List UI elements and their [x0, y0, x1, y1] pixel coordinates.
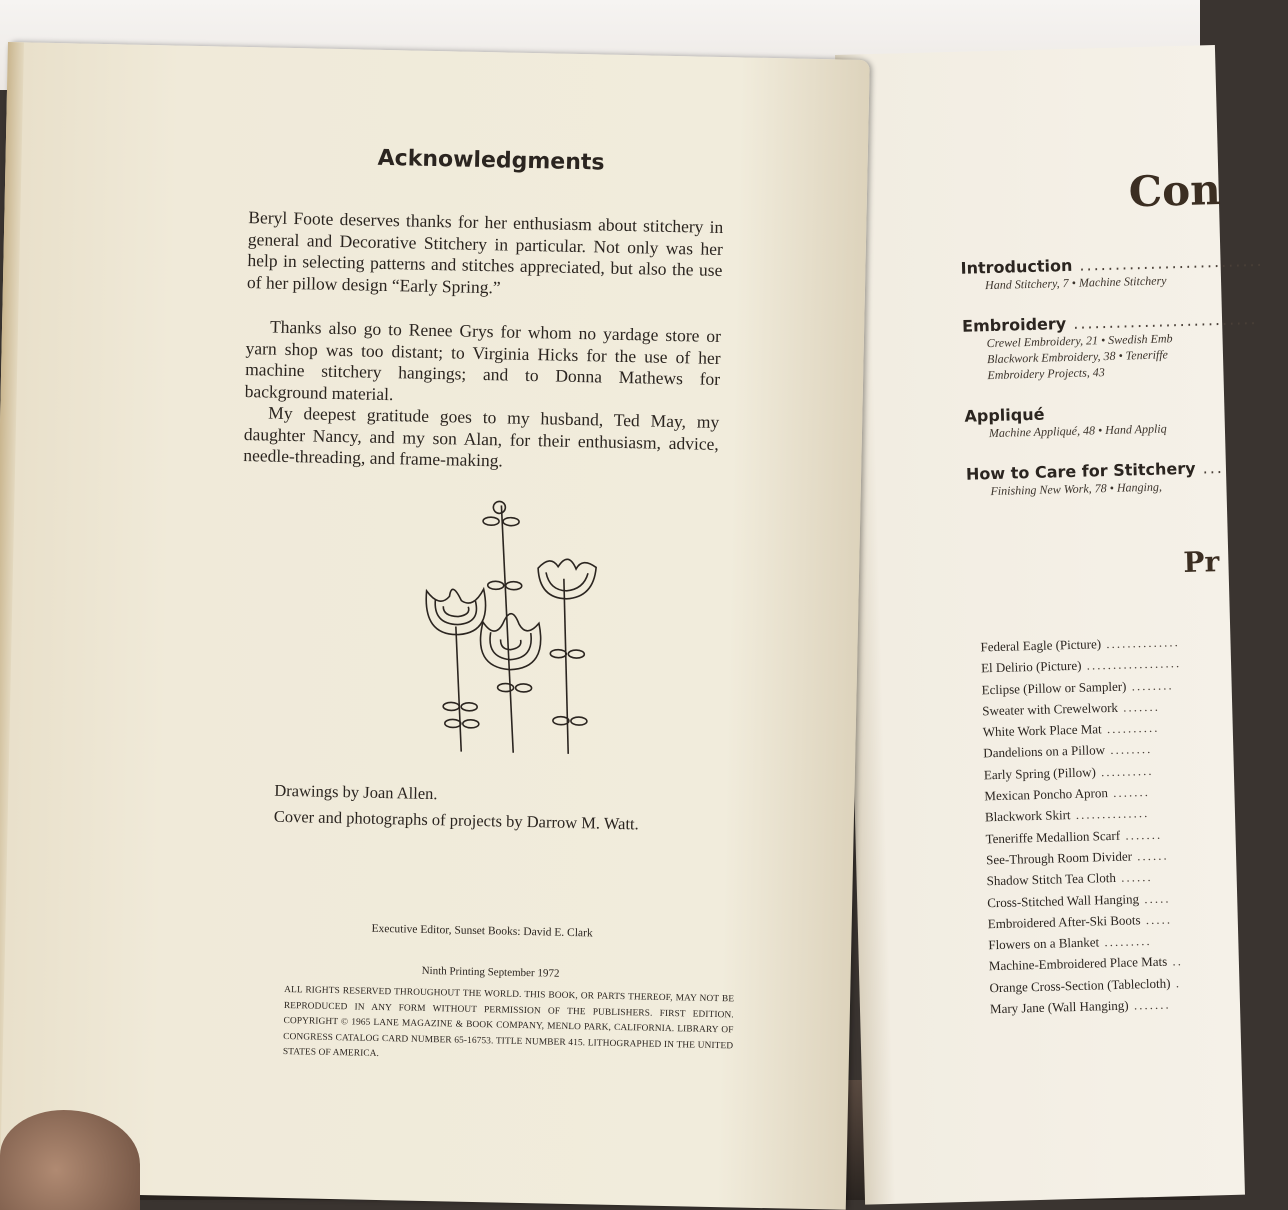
toc-section-title: Introduction .......................... — [960, 250, 1264, 278]
project-item: Orange Cross-Section (Tablecloth) . — [989, 975, 1182, 996]
project-item: See-Through Room Divider ...... — [985, 847, 1169, 868]
project-item: Federal Eagle (Picture) .............. — [980, 634, 1180, 655]
project-item: Embroidered After-Ski Boots ..... — [987, 911, 1173, 932]
project-item: Machine-Embroidered Place Mats .. — [988, 953, 1184, 974]
project-item: Sweater with Crewelwork ....... — [982, 698, 1161, 719]
acknowledgment-paragraph: My deepest gratitude goes to my husband, Ted May, my daughter Nancy, and my son Alan, for their enthusiasm, advice, needle-threading, and frame-making. — [243, 402, 720, 471]
acknowledgment-paragraph: Thanks also go to Renee Grys for whom no yardage store or yarn shop was too distant; to Virginia Hicks for the use of her machine stitchery hangings; and to Donna Mathews for background material. — [244, 316, 722, 405]
flower-drawing — [408, 496, 613, 760]
project-item: Mary Jane (Wall Hanging) ....... — [989, 996, 1171, 1017]
acknowledgments-title: Acknowledgments — [377, 145, 605, 176]
project-item: El Delirio (Picture) .................. — [980, 655, 1182, 676]
page-edge — [0, 42, 24, 1192]
toc-subentry: Finishing New Work, 78 • Hanging, — [990, 479, 1163, 499]
toc-subentry: Crewel Embroidery, 21 • Swedish Emb — [986, 331, 1173, 351]
rights-notice: ALL RIGHTS RESERVED THROUGHOUT THE WORLD. THIS BOOK, OR PARTS THEREOF, MAY NOT BE REPRODUCED IN ANY FORM WITHOUT PERMISSION OF THE PUBLISHERS. FIRST EDITION. COPYRIGHT © 1965 LANE MAGAZINE & BOOK COMPANY, MENLO PARK, CALIFORNIA. LIBRARY OF CONGRESS CATALOG CARD NUMBER 65-16753. TITLE NUMBER 415. LITHOGRAPHED IN THE UNITED STATES OF AMERICA. — [282, 984, 735, 1059]
contents-title: Con — [1128, 164, 1222, 217]
show-through-text: ​ — [168, 426, 170, 504]
toc-section — [961, 309, 1258, 384]
printing-line: Ninth Printing September 1972 — [421, 964, 560, 980]
toc-section-title: How to Care for Stitchery ... — [965, 457, 1225, 484]
toc-section-title: Appliqué — [964, 404, 1045, 426]
toc-section — [964, 400, 1225, 442]
project-item: Flowers on a Blanket ......... — [988, 933, 1152, 953]
right-page — [835, 45, 1264, 1205]
toc-section-title: Embroidery .......................... — [961, 309, 1258, 336]
toc-section — [960, 250, 1264, 294]
project-item: Early Spring (Pillow) .......... — [983, 762, 1154, 783]
project-item: Eclipse (Pillow or Sampler) ........ — [981, 676, 1174, 697]
credits — [274, 778, 640, 838]
projects-title: Pr — [1182, 545, 1220, 580]
executive-editor-line: Executive Editor, Sunset Books: David E. Clark — [371, 922, 593, 940]
toc-subentry: Embroidery Projects, 43 — [987, 365, 1105, 383]
toc-subentry: Blackwork Embroidery, 38 • Teneriffe — [986, 347, 1169, 367]
project-item: Mexican Poncho Apron ....... — [984, 784, 1151, 804]
project-item: Teneriffe Medallion Scarf ....... — [985, 826, 1163, 846]
projects-list — [980, 631, 1190, 1019]
left-page — [0, 42, 870, 1210]
project-item: Shadow Stitch Tea Cloth ...... — [986, 869, 1153, 889]
project-item: Blackwork Skirt .............. — [984, 805, 1150, 825]
project-item: White Work Place Mat .......... — [982, 719, 1160, 740]
toc-subentry: Hand Stitchery, 7 • Machine Stitchery — [984, 273, 1167, 293]
toc-subentry: Machine Appliqué, 48 • Hand Appliq — [988, 421, 1167, 441]
toc-section — [966, 458, 1227, 500]
cover-credit: Cover and photographs of projects by Darrow M. Watt. — [273, 806, 639, 834]
acknowledgment-paragraph: Beryl Foote deserves thanks for her enthusiasm about stitchery in general and Decorative Stitchery in particular. Not only was her help in selecting patterns and stitches appreciated, but also the use of her pillow design “Early Spring.” — [246, 207, 724, 298]
project-item: Cross-Stitched Wall Hanging ..... — [987, 890, 1171, 910]
drawings-credit: Drawings by Joan Allen. — [274, 780, 438, 804]
project-item: Dandelions on a Pillow ........ — [983, 741, 1153, 761]
